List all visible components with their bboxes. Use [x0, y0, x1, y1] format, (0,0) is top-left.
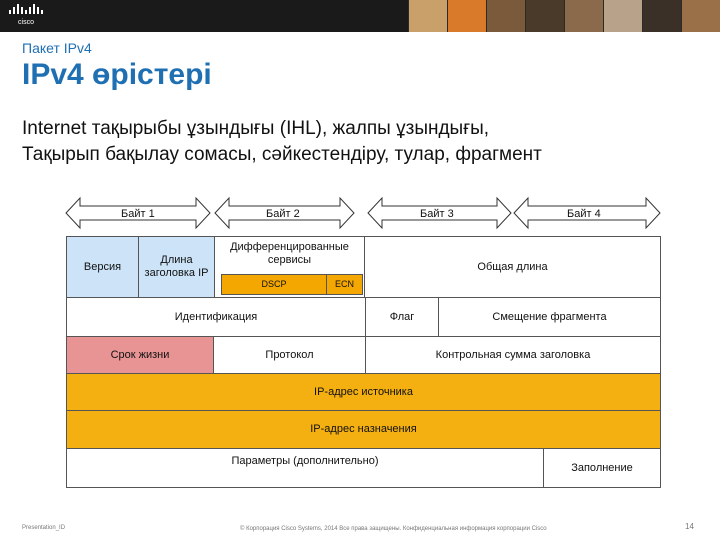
description-line-1: Internet тақырыбы ұзындығы (IHL), жалпы ұзындығы, — [22, 118, 490, 139]
source-address-field: IP-адрес источника — [66, 373, 661, 411]
byte-1-label: Байт 1 — [121, 208, 155, 220]
footer-presentation-id: Presentation_ID — [22, 525, 66, 531]
version-field: Версия — [66, 236, 139, 298]
flag-field: Флаг — [365, 297, 439, 337]
description-line-2: Тақырып бақылау сомасы, сәйкестендіру, тулар, фрагмент — [22, 144, 542, 165]
identification-field: Идентификация — [66, 297, 366, 337]
footer-copyright: © Корпорация Cisco Systems, 2014 Все права защищены. Конфиденциальная информация корпорации Cisco — [240, 526, 547, 532]
dscp-field: DSCP — [221, 274, 327, 295]
total-length-field: Общая длина — [364, 236, 661, 298]
byte-3-label: Байт 3 — [420, 208, 454, 220]
checksum-field: Контрольная сумма заголовка — [365, 336, 661, 374]
diffserv-field — [214, 236, 365, 298]
byte-2-label: Байт 2 — [266, 208, 300, 220]
diffserv-label: Дифференцированные сервисы — [230, 241, 349, 266]
destination-address-field: IP-адрес назначения — [66, 410, 661, 449]
ecn-field: ECN — [326, 274, 363, 295]
slide-title: IPv4 өрістері — [22, 58, 212, 91]
protocol-field: Протокол — [213, 336, 366, 374]
padding-field: Заполнение — [543, 448, 661, 488]
svg-text:cisco: cisco — [18, 19, 34, 26]
ttl-field: Срок жизни — [66, 336, 214, 374]
byte-4-label: Байт 4 — [567, 208, 601, 220]
slide-subtitle: Пакет IPv4 — [22, 40, 92, 56]
options-field: Параметры (дополнительно) — [66, 448, 544, 488]
fragment-offset-field: Смещение фрагмента — [438, 297, 661, 337]
page-number: 14 — [685, 522, 694, 531]
ihl-field: Длина заголовка IP — [138, 236, 215, 298]
